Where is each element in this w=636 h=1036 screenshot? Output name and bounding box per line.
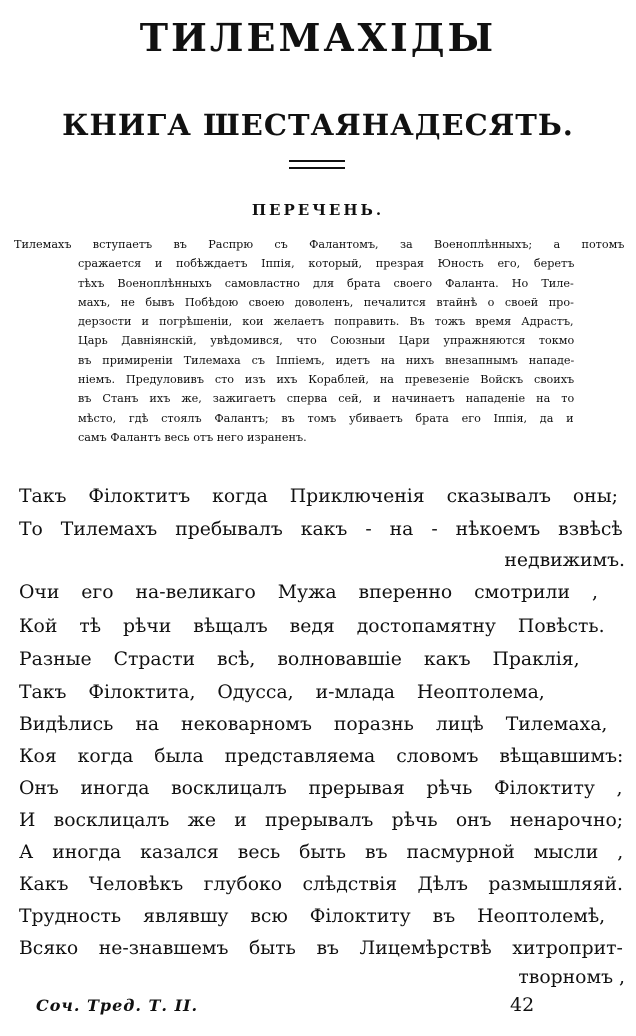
verse-line: Коя когда была представляема словомъ вѣщавшимъ: — [19, 746, 624, 767]
verse-line: Всяко не-знавшемъ быть въ Лицемѣрствѣ хитроприт- — [19, 938, 623, 959]
double-rule-top — [289, 160, 345, 162]
verse-line: Кой тѣ рѣчи вѣщалъ ведя достопамятну Повѣсть. — [19, 616, 605, 637]
summary-line: махъ, не бывъ Побѣдою своею доволенъ, печалится втайнѣ о своей про- — [78, 295, 574, 309]
verse-line-continuation: творномъ , — [518, 967, 625, 988]
verse-line: Онъ иногда восклицалъ прерывая рѣчь Філоктиту , — [19, 778, 623, 799]
page-title: ТИЛЕМАХІДЫ — [139, 15, 497, 60]
verse-line: Такъ Філоктита, Одусса, и-млада Неоптолема, — [19, 682, 545, 703]
summary-line: въ Станъ ихъ же, зажигаетъ сперва сей, и начинаетъ нападеніе на то — [78, 392, 575, 406]
summary-paragraph — [14, 235, 625, 447]
summary-line: въ примиреніи Тилемаха съ Іппіемъ, идетъ на нихъ внезапнымъ нападе- — [78, 353, 575, 367]
verse-line: Такъ Філоктитъ когда Приключенія сказывалъ оны; — [19, 486, 618, 507]
verse-line: А иногда казался весь быть въ пасмурной мысли , — [19, 842, 624, 863]
verse-line-continuation: недвижимъ. — [504, 550, 625, 571]
page-number: 42 — [510, 994, 535, 1016]
verse-line: И восклицалъ же и прерывалъ рѣчь онъ ненарочно; — [19, 810, 624, 831]
verse-line: Очи его на-великаго Мужа вперенно смотрили , — [19, 582, 598, 603]
verse-line: То Тилемахъ пребывалъ какъ - на - нѣкоемъ взвѣсѣ — [19, 519, 623, 540]
summary-line: самъ Фалантъ весь отъ него израненъ. — [78, 430, 307, 444]
double-rule-bottom — [289, 167, 345, 169]
book-subtitle: КНИГА ШЕСТАЯНАДЕСЯТЬ. — [62, 108, 574, 142]
summary-line: тѣхъ Военоплѣнныхъ самовластно для брата своего Фаланта. Но Тиле- — [78, 276, 574, 290]
summary-line: Царь Давніянскій, увѣдомився, что Союзныи Цари упражняются токмо — [78, 334, 575, 348]
signature-mark: Соч. Тред. Т. II. — [36, 996, 199, 1015]
verse-line: Видѣлись на нековарномъ поразнь лицѣ Тилемаха, — [19, 714, 608, 735]
verse-line: Какъ Человѣкъ глубоко слѣдствія Дѣлъ размышляяй. — [19, 874, 623, 895]
verse-line: Разные Страсти всѣ, волновавшіе какъ Праклія, — [19, 649, 580, 670]
summary-line: дерзости и погрѣшеніи, кои желаетъ поправить. Въ тожъ время Адрастъ, — [78, 315, 574, 329]
summary-line: сражается и побѣждаетъ Іппія, который, презрая Юность его, беретъ — [78, 257, 575, 271]
summary-heading: ПЕРЕЧЕНЬ. — [251, 201, 385, 219]
summary-line: мѣсто, гдѣ стоялъ Фалантъ; въ томъ убиваетъ брата его Іппія, да и — [78, 411, 574, 425]
summary-line: ніемъ. Предуловивъ сто изъ ихъ Кораблей, на превезеніе Войскъ своихъ — [78, 373, 575, 387]
summary-line: Тилемахъ вступаетъ въ Распрю съ Фалантомъ, за Военоплѣнныхъ; а потомъ — [14, 238, 625, 251]
verse-line: Трудность являвшу всю Філоктиту въ Неоптолемѣ, — [19, 906, 606, 927]
